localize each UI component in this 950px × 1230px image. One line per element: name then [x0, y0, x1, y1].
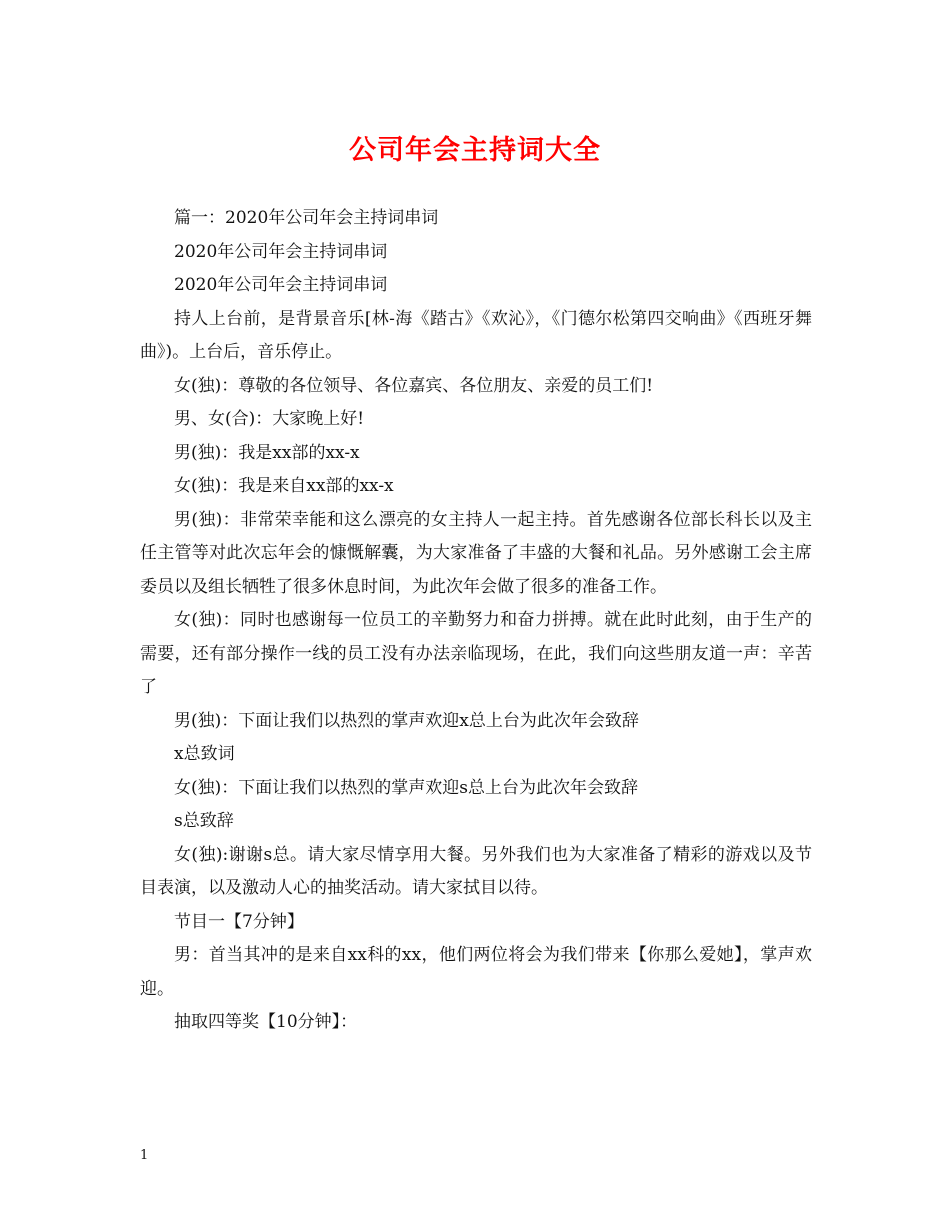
paragraph: 2020年公司年会主持词串词	[174, 275, 388, 295]
paragraph: 篇一：2020年公司年会主持词串词	[174, 208, 439, 228]
paragraph: 节目一【7分钟】	[174, 911, 304, 932]
paragraph: 持人上台前，是背景音乐[林-海《踏古》《欢沁》，《门德尔松第四交响曲》《西班牙舞曲》)。上台后，音乐停止。	[140, 308, 812, 362]
document-title: 公司年会主持词大全	[349, 135, 601, 166]
paragraph: 2020年公司年会主持词串词	[174, 241, 388, 262]
paragraph: 女(独)：尊敬的各位领导、各位嘉宾、各位朋友、亲爱的员工们!	[174, 375, 654, 396]
paragraph: 女(独):谢谢s总。请大家尽情享用大餐。另外我们也为大家准备了精彩的游戏以及节目表演，以及激动人心的抽奖活动。请大家拭目以待。	[140, 844, 812, 898]
paragraph: 女(独)：下面让我们以热烈的掌声欢迎s总上台为此次年会致辞	[174, 777, 638, 798]
paragraph: 男(独)：我是xx部的xx-x	[174, 442, 360, 463]
paragraph: 女(独)：同时也感谢每一位员工的辛勤努力和奋力拼搏。就在此时此刻，由于生产的需要，还有部分操作一线的员工没有办法亲临现场，在此，我们向这些朋友道一声：辛苦了	[140, 610, 812, 697]
paragraph: x总致词	[174, 744, 235, 764]
paragraph: 男、女(合)：大家晚上好!	[174, 409, 365, 429]
page-number: 1	[140, 1148, 149, 1163]
paragraph: 男(独)：非常荣幸能和这么漂亮的女主持人一起主持。首先感谢各位部长科长以及主任主管等对此次忘年会的慷慨解囊，为大家准备了丰盛的大餐和礼品。另外感谢工会主席委员以及组长牺牲了很多休息时间，为此次年会做了很多的准备工作。	[140, 509, 812, 597]
paragraph: 抽取四等奖【10分钟】：	[174, 1012, 358, 1032]
paragraph: 男：首当其冲的是来自xx科的xx，他们两位将会为我们带来【你那么爱她】，掌声欢迎。	[140, 945, 812, 999]
paragraph: s总致辞	[174, 811, 234, 831]
paragraph: 男(独)：下面让我们以热烈的掌声欢迎x总上台为此次年会致辞	[174, 710, 639, 731]
paragraph: 女(独)：我是来自xx部的xx-x	[174, 476, 394, 496]
document-body	[140, 202, 812, 1040]
